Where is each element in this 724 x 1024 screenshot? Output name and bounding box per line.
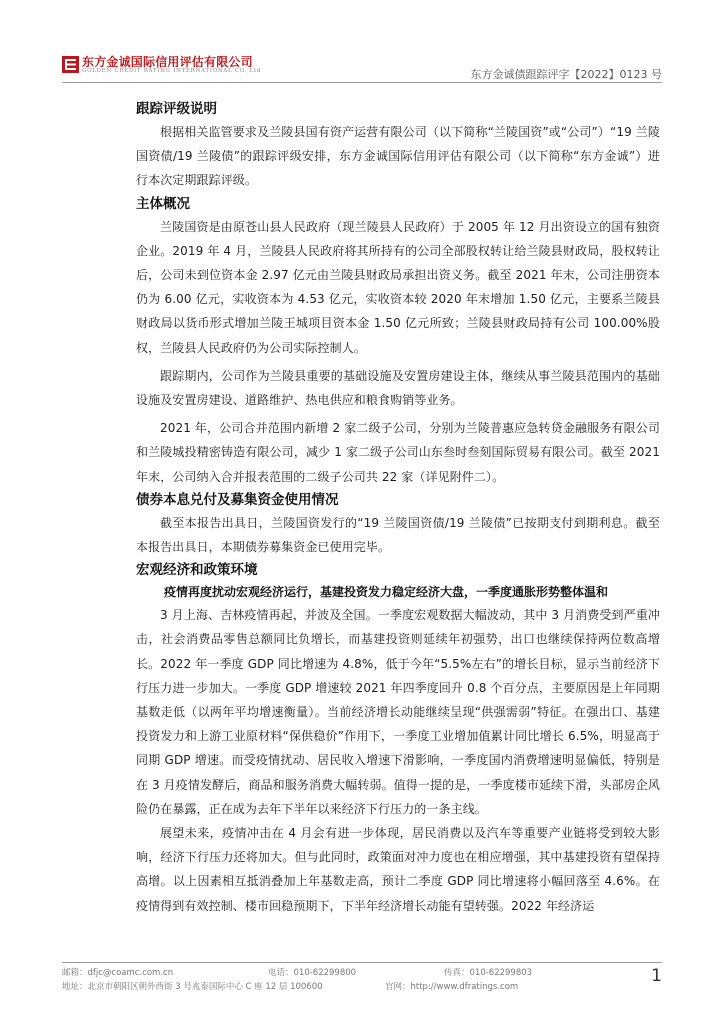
macro-paragraph-2: 展望未来，疫情冲击在 4 月会有进一步体现，居民消费以及汽车等重要产业链将受到较大影响，经济下行压力还将加大。但与此同时，政策面对冲力度也在相应增强，其中基建投资有望保持高增。以上因素相互抵消叠加上年基数走高，预计二季度 GDP 同比增速将小幅回落至 4.6%。在疫情得到有效控制、楼市回稳预期下，下半年经济增长动能有望转强。2022 年经济运 [136,826,660,913]
footer-website: 官网：http://www.dfratings.com [385,982,519,992]
page-header [0,0,724,82]
tracking-paragraph: 根据相关监管要求及兰陵县国有资产运营有限公司（以下简称“兰陵国资”或“公司”）“19 兰陵国资债/19 兰陵债”的跟踪评级安排，东方金诚国际信用评估有限公司（以下简称“东方金诚”）进行本次定期跟踪评级。 [136,125,660,188]
header-divider [62,82,662,83]
section-title-tracking: 跟踪评级说明 [136,101,217,117]
footer-phone: 电话：010-62299800 [268,968,357,978]
bonds-paragraph: 截至本报告出具日，兰陵国资发行的“19 兰陵国资债/19 兰陵债”已按期支付到期利息。截至本报告出具日，本期债券募集资金已使用完毕。 [136,515,660,555]
footer-fax: 传真：010-62299803 [444,968,533,978]
footer-email: 邮箱：dfjc@coamc.com.cn [62,968,174,978]
footer-address: 地址：北京市朝阳区朝外西街 3 号兆泰国际中心 C 座 12 层 100600 [62,982,323,992]
section-title-overview: 主体概况 [136,195,190,212]
macro-subtitle: 疫情再度扰动宏观经济运行，基建投资发力稳定经济大盘，一季度通胀形势整体温和 [164,585,609,600]
company-name-en: GOLDEN CREDIT RATING INTERNATIONAL CO.,Ltd [82,68,262,74]
document-body [136,98,660,918]
footer-divider [62,962,662,963]
company-name-cn: 东方金诚国际信用评估有限公司 [82,55,253,69]
macro-paragraph-1: 3 月上海、吉林疫情再起，并波及全国。一季度宏观数据大幅波动，其中 3 月消费受到严重冲击，社会消费品零售总额同比负增长，而基建投资则延续年初强势，出口也继续保持两位数高增长。2022 年一季度 GDP 同比增速为 4.8%，低于今年“5.5%左右”的增长目标，显示当前经济下行压力进一步加大。一季度 GDP 增速较 2021 年四季度回升 0.8 个百分点，主要原因是上年同期基数走低（以两年平均增速衡量）。当前经济增长动能继续呈现“供强需弱”特征。在强出口、基建投资发力和上游工业原材料“保供稳价”作用下，一季度工业增加值累计同比增长 6.5%，明显高于同期 GDP 增速。而受疫情扰动、居民收入增速下滑影响，一季度国内消费增速明显偏低，特别是在 3 月疫情发酵后，商品和服务消费大幅转弱。值得一提的是，一季度楼市延续下滑，头部房企风险仍在暴露，正在成为去年下半年以来经济下行压力的一条主线。 [136,608,660,816]
overview-paragraph-1: 兰陵国资是由原苍山县人民政府（现兰陵县人民政府）于 2005 年 12 月出资设立的国有独资企业。2019 年 4 月，兰陵县人民政府将其所持有的公司全部股权转让给兰陵县财政局，股权转让后，公司未到位资本金 2.97 亿元由兰陵县财政局承担出资义务。截至 2021 年末，公司注册资本仍为 6.00 亿元，实收资本为 4.53 亿元，实收资本较 2020 年末增加 1.50 亿元，主要系兰陵县财政局以货币形式增加兰陵王城项目资本金 1.50 亿元所致；兰陵县财政局持有公司 100.00%股权，兰陵县人民政府仍为公司实际控制人。 [136,219,660,355]
overview-paragraph-3: 2021 年，公司合并范围内新增 2 家二级子公司，分别为兰陵普惠应急转贷金融服务有限公司和兰陵城投精密铸造有限公司，减少 1 家二级子公司山东叁时叁刻国际贸易有限公司。截至 2021 年末，公司纳入合并报表范围的二级子公司共 22 家（详见附件二）。 [136,421,660,484]
page-number: 1 [651,966,662,986]
overview-paragraph-2: 跟踪期内，公司作为兰陵县重要的基础设施及安置房建设主体，继续从事兰陵县范围内的基础设施及安置房建设、道路维护、热电供应和粮食购销等业务。 [136,368,660,408]
document-number: 东方金诚债跟踪评字【2022】0123 号 [470,68,662,81]
section-title-macro: 宏观经济和政策环境 [136,562,258,579]
section-title-bonds: 债券本息兑付及募集资金使用情况 [136,491,339,508]
company-logo-icon [62,56,79,73]
